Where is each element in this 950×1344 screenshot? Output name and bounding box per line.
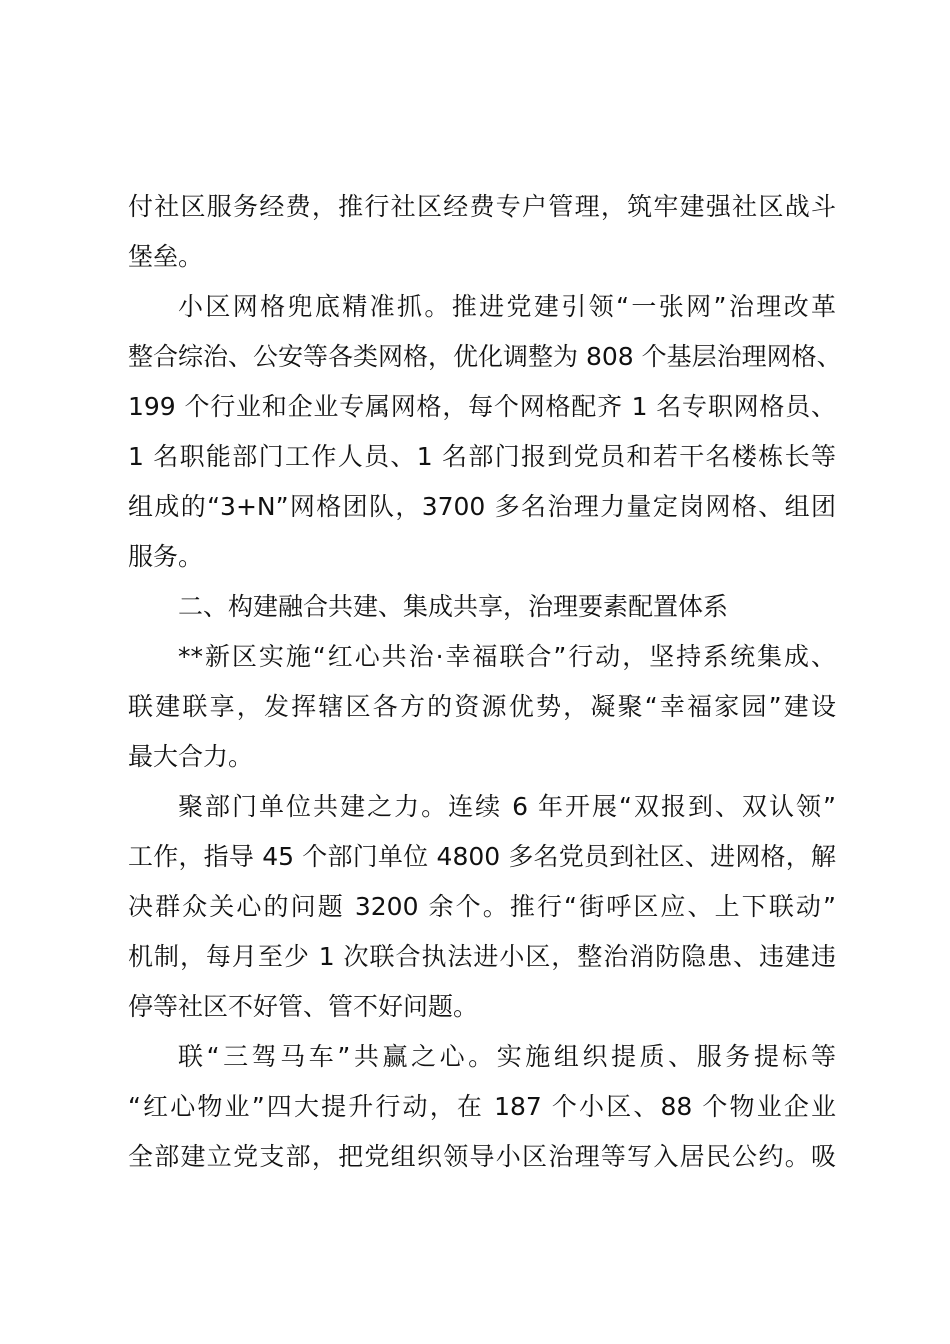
- text-line: 堡垒。: [128, 242, 204, 271]
- text-line: “红心物业”四大提升行动，在 187 个小区、88 个物业企业: [128, 1092, 836, 1121]
- text-line: 联“三驾马车”共赢之心。实施组织提质、服务提标等: [178, 1042, 836, 1071]
- text-line: 停等社区不好管、管不好问题。: [128, 992, 479, 1021]
- text-line: 小区网格兜底精准抓。推进党建引领“一张网”治理改革: [178, 292, 836, 321]
- text-line: 付社区服务经费，推行社区经费专户管理，筑牢建强社区战斗: [128, 192, 836, 221]
- document-body: [128, 182, 842, 1182]
- text-line: 1 名职能部门工作人员、1 名部门报到党员和若干名楼栋长等: [128, 442, 836, 471]
- text-line: 整合综治、公安等各类网格，优化调整为 808 个基层治理网格、: [128, 342, 842, 371]
- text-line: 二、构建融合共建、集成共享，治理要素配置体系: [178, 592, 729, 621]
- text-line: 决群众关心的问题 3200 余个。推行“街呼区应、上下联动”: [128, 892, 836, 921]
- text-line: 全部建立党支部，把党组织领导小区治理等写入居民公约。吸: [128, 1142, 836, 1171]
- text-line: 组成的“3+N”网格团队，3700 多名治理力量定岗网格、组团: [128, 492, 836, 521]
- text-line: 最大合力。: [128, 742, 254, 771]
- text-line: 联建联享，发挥辖区各方的资源优势，凝聚“幸福家园”建设: [128, 692, 836, 721]
- text-line: 199 个行业和企业专属网格，每个网格配齐 1 名专职网格员、: [128, 392, 836, 421]
- text-line: 工作，指导 45 个部门单位 4800 多名党员到社区、进网格，解: [128, 842, 836, 871]
- text-line: **新区实施“红心共治·幸福联合”行动，坚持系统集成、: [178, 642, 836, 671]
- text-line: 机制，每月至少 1 次联合执法进小区，整治消防隐患、违建违: [128, 942, 836, 971]
- text-line: 聚部门单位共建之力。连续 6 年开展“双报到、双认领”: [178, 792, 836, 821]
- text-line: 服务。: [128, 542, 204, 571]
